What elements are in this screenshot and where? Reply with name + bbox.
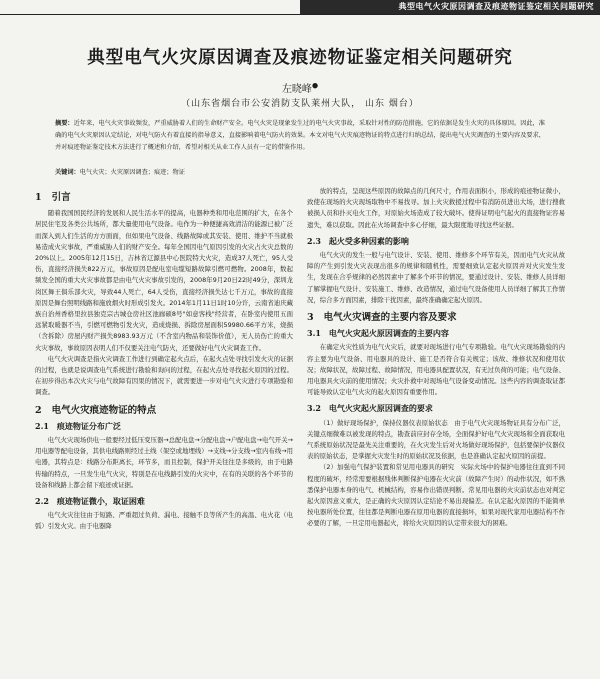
running-header xyxy=(0,0,600,15)
author-name: 左晓峰 xyxy=(281,84,312,95)
section-2-3-paragraph: 电气火灾的发生一般与电气设计、安装、使用、维修多个环节有关，因而电气火灾从故障的产生到引发火灾表现出很多的规律和随机性，需要细致认定起火原因并对火灾发生发生，发现在合乎规律的必然因素中了解多个环节的情况，要通过设计、安装、维修人员详细了解掌握电气设计、安装施工、维修、改造情况，通过电气设备使用人员详细了解其工作情况，综合多方面因素，排除干扰因素，最终准确确定起火原因。 xyxy=(307,251,565,304)
section-2-1-heading xyxy=(35,421,293,432)
section-2-3-heading xyxy=(307,236,565,247)
abstract-text: 近年来，电气火灾事故频发，严重威胁着人们的生命财产安全。电气火灾是现象发生过的电气火灾事故，采取针对性的防范措施，它的依据是发生火灾的具体原因。因此，准确的电气火灾原因认定结论，对电气防火有着直接的指导意义，直接影响着电气防火的效果。本文对电气火灾痕迹物证的特点进行归纳总结，提出电气火灾调查的主要内容及要求，并对痕迹物证鉴定技术方法进行了概述和介绍，希望对相关从业工作人员有一定的借鉴作用。 xyxy=(55,120,545,151)
section-2-2-heading xyxy=(35,496,293,507)
section-2-title: 电气火灾痕迹物证的特点 xyxy=(51,404,157,416)
section-3-title: 电气火灾调查的主要内容及要求 xyxy=(323,312,457,324)
abstract-label: 摘要： xyxy=(55,120,74,127)
right-continuation-paragraph: 放的特点，呈现这些原因的故障点的几何尺寸，作用表面积小，形成的痕迹物证微小，致使在现场的火灾现场取物中不易找寻。加上火灾救援过程中有消防员进出大场，进行搜救被损人员和扑灭电火工作，对原始火场造成了较大破坏。使得证明电气起火的直接物证容易遗失，难以获取。因此在火场调查中多心仔细，最大限度地寻找这些证据。 xyxy=(307,187,565,229)
section-3-2-paragraph-2: （2）加强电气保护装置和常见用电器具的研究 实际火场中的保护电器往往直到不同程度的破坏，经常需要根据残体判断保护电器在火灾前（故障产生时）的动作状况，如不熟悉保护电器本身的电气、机械结构，容易作出错误判断。常见用电器的火灾前状态也对判定起火原因意义重大，是正确的火灾原因认定结论不易出现偏差。在认定起火原因的不能简单按电器所处位置，往往都是判断电器在原用电器的直接损坏，如果对现代家用电器结构不作必要的了解，一旦定用电器起火，将给火灾原因的认定带来很大的困难。 xyxy=(307,463,565,528)
section-3-1-title: 电气火灾起火原因调查的主要内容 xyxy=(328,328,449,339)
section-2-3-title: 起火受多种因素的影响 xyxy=(328,235,409,246)
section-3-1-heading xyxy=(307,328,565,339)
section-1-paragraph-1: 随着我国国民经济的发展和人民生活水平的提高，电器种类和用电范围的扩大，在各个居民住宅及各类公共场所，都大量使用电气设备。电作为一种便捷高效清洁的能源已被广泛而深入到人们生活的方方面面，但如果电气设备、线路故障或其安装、使用、维护不当就极易造成火灾事故，严重威胁人们的财产安全。每年全国因电气原因引发的火灾占火灾总数的20%以上。2005年12月15日，吉林省辽源县中心医院特大火灾，造成37人死亡，95人受伤，直接经济损失822万元，事故原因是配电室电缆短路故障引燃可燃物。2008年，数起频发全国的重大火灾事故都是由电气火灾事故引发的，2008年9月20日22时49分，深圳龙岗区舞王俱乐部火灾，导致44人死亡，64人受伤，直接经济损失达七千万元，事故的直接原因是舞台照明线路和施放烟火时形成引发火。2014年1月11日1时10分许，云南省迪庆藏族自治州香格里拉县独克宗古城仓房社区池廊硕8号"如意客栈"经营者，在卧室内使用五面远紧取暖器不当，引燃可燃物引发火灾，造成烧损、拆除房屋面积59980.66平方米，烧损（含拆除）房屋内财产损失8983.93万元（不含室内物品和装饰价值），无人员伤亡的重大火灾事故，事故原因表明人们不仅要关注电气防火，还要做好电气火灾调查工作。 xyxy=(35,209,293,352)
section-2-3-number: 2.3 xyxy=(307,235,321,246)
section-3-heading xyxy=(307,312,565,323)
section-3-2-title: 电气火灾起火原因调查的要求 xyxy=(328,403,433,414)
section-1-heading xyxy=(35,192,293,203)
keywords-label: 关键词： xyxy=(55,169,80,176)
author-line xyxy=(0,80,600,95)
section-3-2-number: 3.2 xyxy=(307,403,321,414)
section-3-2-heading xyxy=(307,403,565,414)
section-1-paragraph-2: 电气火灾调查是指火灾调查工作进行到确定起火点后，在起火点处寻找引发火灾的证据的过程，也就是说调查电气系统进行勘验和询问的过程，在起火点处寻找起火原因的过程。在初步得出本次火灾与电气故障有因果的情况下，就需要进一步对电气火灾进行专项勘验和调查。 xyxy=(35,354,293,397)
section-2-number: 2 xyxy=(35,404,42,416)
keywords-text: 电气火灾；火灾原因调查；痕迹；物证 xyxy=(79,169,185,176)
section-1-title: 引言 xyxy=(51,192,71,203)
section-2-2-number: 2.2 xyxy=(35,496,49,507)
section-3-1-paragraph: 在确定火灾性质为电气火灾后，就要对现场进行电气专项勘验。电气火灾现场勘验的内容主要为电气设备、用电器具的设计、施工是否符合有关规定；该故、维修状况和使用状况；故障状况，故障过程、故障情况，用电器具配置状况，有无过负荷的可能；电气设备、用电器具火灾前的使用情况；火灾扑救中对现场电气设备变动情况。这些内容的调查取证都可能导致认定电气火灾的起火原因有重要作用。 xyxy=(307,343,565,397)
section-2-2-paragraph: 电气火灾往往由于短路、严重超过负荷、漏电、接触不良等所产生的高温、电火花（电弧）引发火灾。由于电器降 xyxy=(35,511,293,531)
section-1-number: 1 xyxy=(35,192,42,203)
section-2-1-paragraph: 电气火灾现场供电一般要经过低压变压器→总配电盘→分配电盘→户配电盘→电气开关→用电器等配电设备，其供电线路则经过土线（架空或地埋线）→支线→分支线→室内布线→用电器，其特点是：线路分布距离长，环节多，而且控制，保护开关往往是多级的，由于电路传输的特点，一旦发生电气火灾，特别是在电线路引发的火灾中，在有的关联的各个环节的设备和线路上都会留下痕迹或证据。 xyxy=(35,436,293,489)
author-mark: ● xyxy=(311,81,319,90)
section-3-1-number: 3.1 xyxy=(307,328,321,339)
section-2-1-title: 痕迹物证分布广泛 xyxy=(56,420,121,431)
right-column xyxy=(307,186,565,530)
section-2-1-number: 2.1 xyxy=(35,420,49,431)
journal-band: 典型电气火灾原因调查及痕迹物证鉴定相关问题研究 xyxy=(300,0,600,14)
keywords xyxy=(55,167,545,179)
affiliation: （山东省烟台市公安消防支队莱州大队， 山东 烟台） xyxy=(181,99,419,109)
section-2-2-title: 痕迹物证微小，取证困难 xyxy=(56,496,145,507)
section-2-heading xyxy=(35,405,293,416)
paper-title: 典型电气火灾原因调查及痕迹物证鉴定相关问题研究 xyxy=(87,48,513,68)
section-3-number: 3 xyxy=(307,312,314,324)
left-column xyxy=(35,186,293,533)
abstract xyxy=(55,118,545,154)
section-3-2-paragraph-1: （1）做好现场保护，保持仪器仪表原始状态 由于电气火灾现场物证具有分布广泛，关键点细微难以被发现的特点，勘查前应封存全场，全面保护好电气火灾现场和全面获取电气系统原始状况是最先关注重要的，在火灾发生后对火场做好现场保护，包括要保护仪器仪表的原始状态，是掌握火灾发生时的原始状况及依据，也是准确认定起火原因的前提。 xyxy=(307,418,565,461)
